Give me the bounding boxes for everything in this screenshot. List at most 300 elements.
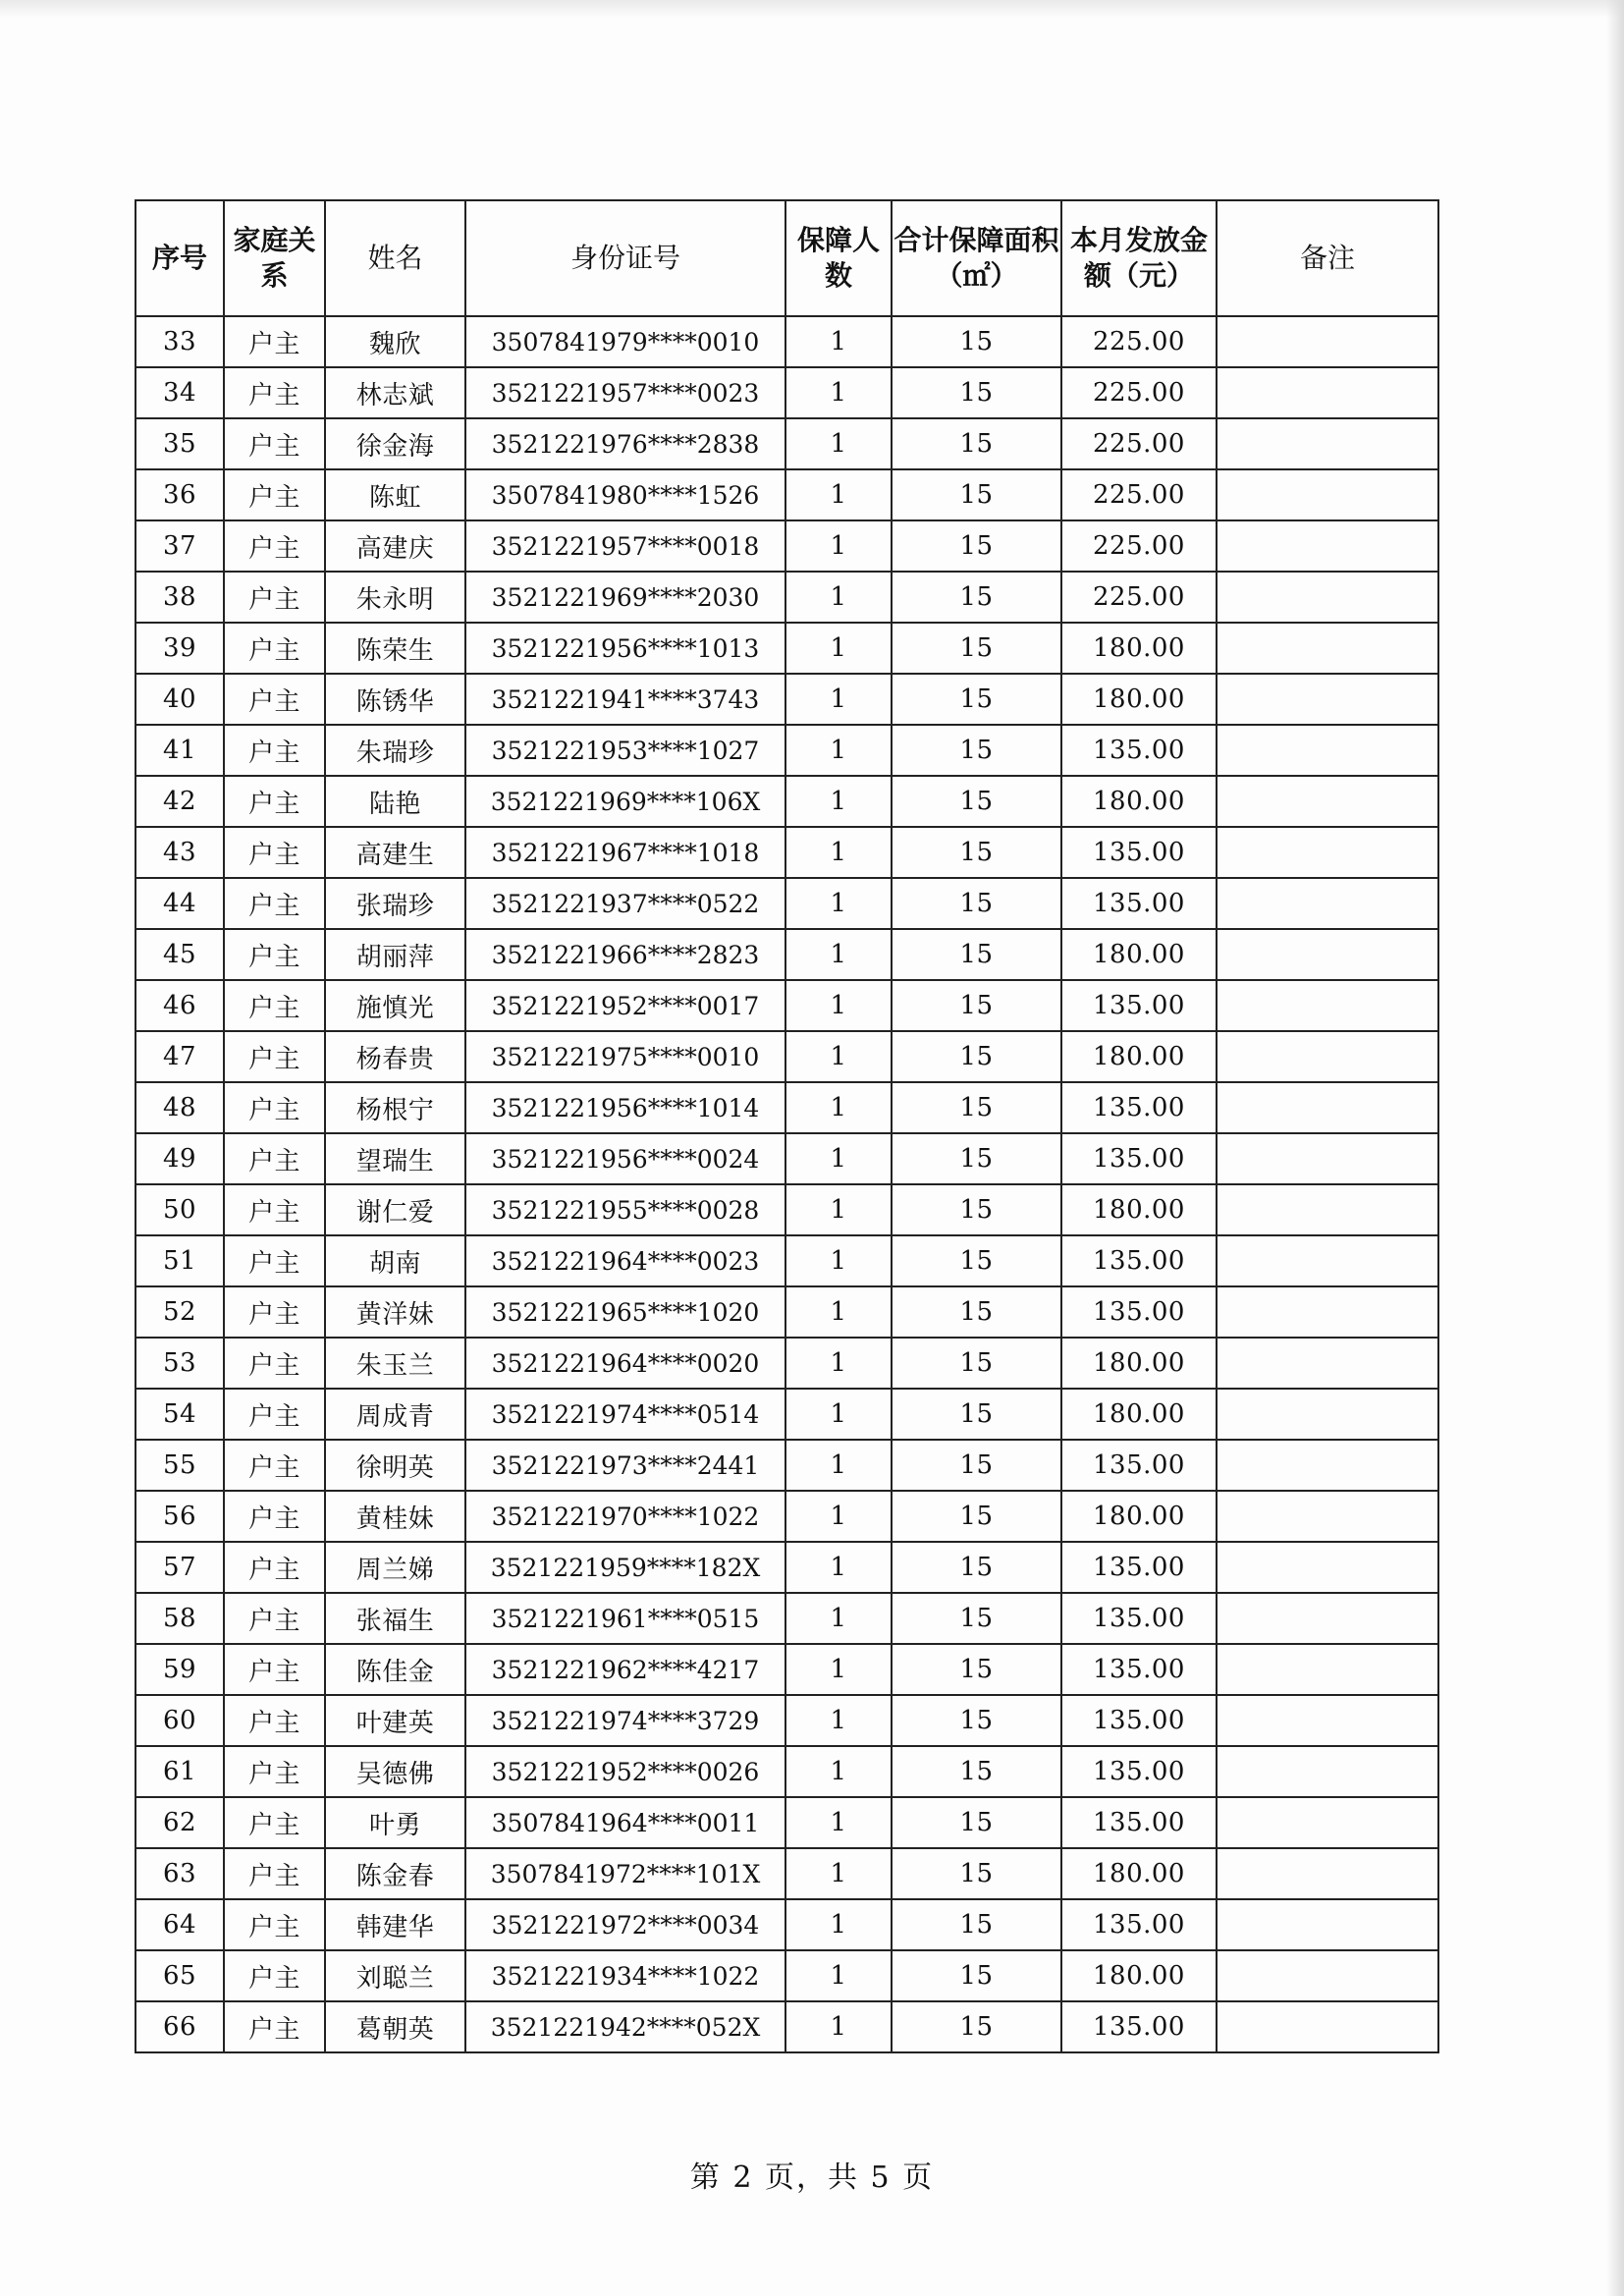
cell-relation: 户主 — [224, 520, 325, 572]
cell-seq: 54 — [135, 1389, 224, 1440]
cell-remarks — [1217, 776, 1438, 827]
cell-amount: 135.00 — [1061, 1440, 1217, 1491]
cell-amount: 135.00 — [1061, 2001, 1217, 2052]
table-row — [135, 1848, 1438, 1899]
cell-persons: 1 — [785, 1184, 892, 1235]
cell-name: 陈锈华 — [325, 674, 465, 725]
cell-persons: 1 — [785, 2001, 892, 2052]
cell-area: 15 — [892, 520, 1061, 572]
cell-amount: 180.00 — [1061, 623, 1217, 674]
cell-persons: 1 — [785, 1797, 892, 1848]
cell-relation: 户主 — [224, 469, 325, 520]
cell-seq: 57 — [135, 1542, 224, 1593]
cell-remarks — [1217, 1746, 1438, 1797]
cell-id-number: 3521221967****1018 — [465, 827, 785, 878]
cell-relation: 户主 — [224, 1695, 325, 1746]
cell-amount: 180.00 — [1061, 1031, 1217, 1082]
cell-remarks — [1217, 572, 1438, 623]
cell-id-number: 3521221965****1020 — [465, 1286, 785, 1338]
table-row — [135, 1389, 1438, 1440]
cell-area: 15 — [892, 1593, 1061, 1644]
cell-persons: 1 — [785, 980, 892, 1031]
table-row — [135, 572, 1438, 623]
cell-remarks — [1217, 1644, 1438, 1695]
cell-persons: 1 — [785, 1440, 892, 1491]
cell-remarks — [1217, 1491, 1438, 1542]
cell-relation: 户主 — [224, 1133, 325, 1184]
cell-seq: 58 — [135, 1593, 224, 1644]
cell-remarks — [1217, 469, 1438, 520]
table-row — [135, 1031, 1438, 1082]
cell-name: 陈荣生 — [325, 623, 465, 674]
cell-persons: 1 — [785, 1338, 892, 1389]
cell-remarks — [1217, 1031, 1438, 1082]
cell-seq: 66 — [135, 2001, 224, 2052]
cell-name: 高建庆 — [325, 520, 465, 572]
cell-remarks — [1217, 827, 1438, 878]
cell-amount: 135.00 — [1061, 1746, 1217, 1797]
cell-seq: 47 — [135, 1031, 224, 1082]
cell-seq: 48 — [135, 1082, 224, 1133]
cell-relation: 户主 — [224, 1542, 325, 1593]
cell-remarks — [1217, 929, 1438, 980]
cell-id-number: 3521221957****0023 — [465, 367, 785, 418]
cell-persons: 1 — [785, 418, 892, 469]
cell-area: 15 — [892, 418, 1061, 469]
cell-name: 谢仁爱 — [325, 1184, 465, 1235]
cell-amount: 135.00 — [1061, 1286, 1217, 1338]
cell-area: 15 — [892, 572, 1061, 623]
cell-remarks — [1217, 367, 1438, 418]
cell-name: 张瑞珍 — [325, 878, 465, 929]
cell-name: 吴德佛 — [325, 1746, 465, 1797]
table-row — [135, 1695, 1438, 1746]
cell-remarks — [1217, 1082, 1438, 1133]
cell-area: 15 — [892, 1184, 1061, 1235]
cell-area: 15 — [892, 1950, 1061, 2001]
cell-area: 15 — [892, 1848, 1061, 1899]
cell-name: 望瑞生 — [325, 1133, 465, 1184]
cell-area: 15 — [892, 1286, 1061, 1338]
cell-persons: 1 — [785, 1389, 892, 1440]
header-id-number: 身份证号 — [465, 200, 785, 316]
cell-id-number: 3521221956****1014 — [465, 1082, 785, 1133]
table-row — [135, 623, 1438, 674]
cell-area: 15 — [892, 1491, 1061, 1542]
cell-amount: 135.00 — [1061, 1899, 1217, 1950]
cell-id-number: 3521221953****1027 — [465, 725, 785, 776]
cell-persons: 1 — [785, 623, 892, 674]
cell-remarks — [1217, 725, 1438, 776]
cell-name: 杨根宁 — [325, 1082, 465, 1133]
table-row — [135, 1950, 1438, 2001]
table-row — [135, 418, 1438, 469]
cell-area: 15 — [892, 1440, 1061, 1491]
cell-persons: 1 — [785, 316, 892, 367]
table-row — [135, 469, 1438, 520]
cell-amount: 180.00 — [1061, 1491, 1217, 1542]
cell-area: 15 — [892, 725, 1061, 776]
cell-name: 黄洋妹 — [325, 1286, 465, 1338]
header-area: 合计保障面积（㎡） — [892, 200, 1061, 316]
cell-relation: 户主 — [224, 1644, 325, 1695]
cell-area: 15 — [892, 1338, 1061, 1389]
cell-area: 15 — [892, 1542, 1061, 1593]
cell-seq: 55 — [135, 1440, 224, 1491]
cell-area: 15 — [892, 1695, 1061, 1746]
table-row — [135, 1184, 1438, 1235]
cell-seq: 60 — [135, 1695, 224, 1746]
cell-name: 魏欣 — [325, 316, 465, 367]
table-row — [135, 827, 1438, 878]
cell-persons: 1 — [785, 1848, 892, 1899]
cell-area: 15 — [892, 1133, 1061, 1184]
cell-relation: 户主 — [224, 776, 325, 827]
cell-name: 徐金海 — [325, 418, 465, 469]
cell-name: 杨春贵 — [325, 1031, 465, 1082]
cell-relation: 户主 — [224, 878, 325, 929]
cell-area: 15 — [892, 1031, 1061, 1082]
cell-name: 施慎光 — [325, 980, 465, 1031]
cell-area: 15 — [892, 980, 1061, 1031]
cell-name: 胡南 — [325, 1235, 465, 1286]
header-amount: 本月发放金额（元） — [1061, 200, 1217, 316]
cell-id-number: 3521221975****0010 — [465, 1031, 785, 1082]
cell-id-number: 3521221974****3729 — [465, 1695, 785, 1746]
cell-area: 15 — [892, 1082, 1061, 1133]
cell-seq: 41 — [135, 725, 224, 776]
cell-persons: 1 — [785, 674, 892, 725]
cell-persons: 1 — [785, 878, 892, 929]
cell-seq: 64 — [135, 1899, 224, 1950]
cell-remarks — [1217, 1440, 1438, 1491]
cell-persons: 1 — [785, 1899, 892, 1950]
cell-persons: 1 — [785, 520, 892, 572]
cell-amount: 180.00 — [1061, 1389, 1217, 1440]
cell-amount: 135.00 — [1061, 827, 1217, 878]
cell-remarks — [1217, 1235, 1438, 1286]
cell-area: 15 — [892, 2001, 1061, 2052]
cell-seq: 56 — [135, 1491, 224, 1542]
cell-relation: 户主 — [224, 316, 325, 367]
cell-id-number: 3521221969****2030 — [465, 572, 785, 623]
table-row — [135, 2001, 1438, 2052]
cell-persons: 1 — [785, 1031, 892, 1082]
cell-relation: 户主 — [224, 1440, 325, 1491]
table-row — [135, 674, 1438, 725]
cell-name: 林志斌 — [325, 367, 465, 418]
table-row — [135, 1899, 1438, 1950]
cell-persons: 1 — [785, 1593, 892, 1644]
cell-amount: 135.00 — [1061, 878, 1217, 929]
header-seq: 序号 — [135, 200, 224, 316]
cell-amount: 135.00 — [1061, 1593, 1217, 1644]
cell-name: 朱永明 — [325, 572, 465, 623]
cell-persons: 1 — [785, 929, 892, 980]
table-header-row — [135, 200, 1438, 316]
cell-id-number: 3521221952****0017 — [465, 980, 785, 1031]
cell-seq: 36 — [135, 469, 224, 520]
cell-remarks — [1217, 418, 1438, 469]
cell-remarks — [1217, 1389, 1438, 1440]
table-row — [135, 1644, 1438, 1695]
cell-area: 15 — [892, 929, 1061, 980]
cell-amount: 135.00 — [1061, 1133, 1217, 1184]
cell-relation: 户主 — [224, 1491, 325, 1542]
header-remarks: 备注 — [1217, 200, 1438, 316]
cell-amount: 180.00 — [1061, 776, 1217, 827]
header-relation: 家庭关系 — [224, 200, 325, 316]
cell-id-number: 3521221934****1022 — [465, 1950, 785, 2001]
cell-name: 黄桂妹 — [325, 1491, 465, 1542]
cell-id-number: 3521221964****0020 — [465, 1338, 785, 1389]
cell-name: 陈虹 — [325, 469, 465, 520]
cell-relation: 户主 — [224, 1593, 325, 1644]
table-row — [135, 1440, 1438, 1491]
cell-amount: 180.00 — [1061, 1950, 1217, 2001]
header-name: 姓名 — [325, 200, 465, 316]
cell-remarks — [1217, 1338, 1438, 1389]
cell-relation: 户主 — [224, 674, 325, 725]
cell-amount: 180.00 — [1061, 1338, 1217, 1389]
cell-name: 徐明英 — [325, 1440, 465, 1491]
cell-relation: 户主 — [224, 623, 325, 674]
cell-name: 陈佳金 — [325, 1644, 465, 1695]
table-body — [135, 316, 1438, 2052]
cell-persons: 1 — [785, 1542, 892, 1593]
cell-relation: 户主 — [224, 367, 325, 418]
cell-seq: 65 — [135, 1950, 224, 2001]
cell-area: 15 — [892, 623, 1061, 674]
cell-persons: 1 — [785, 776, 892, 827]
cell-relation: 户主 — [224, 572, 325, 623]
cell-amount: 225.00 — [1061, 572, 1217, 623]
cell-amount: 180.00 — [1061, 674, 1217, 725]
cell-remarks — [1217, 674, 1438, 725]
cell-id-number: 3521221941****3743 — [465, 674, 785, 725]
cell-relation: 户主 — [224, 1082, 325, 1133]
cell-persons: 1 — [785, 1235, 892, 1286]
cell-persons: 1 — [785, 469, 892, 520]
table-row — [135, 1235, 1438, 1286]
cell-id-number: 3521221937****0522 — [465, 878, 785, 929]
cell-amount: 135.00 — [1061, 980, 1217, 1031]
cell-id-number: 3521221972****0034 — [465, 1899, 785, 1950]
cell-seq: 35 — [135, 418, 224, 469]
cell-name: 周成青 — [325, 1389, 465, 1440]
cell-relation: 户主 — [224, 980, 325, 1031]
page-number-footer: 第 2 页，共 5 页 — [689, 2160, 935, 2195]
cell-id-number: 3521221955****0028 — [465, 1184, 785, 1235]
cell-name: 韩建华 — [325, 1899, 465, 1950]
cell-seq: 49 — [135, 1133, 224, 1184]
cell-name: 叶勇 — [325, 1797, 465, 1848]
cell-amount: 135.00 — [1061, 1542, 1217, 1593]
table-row — [135, 1491, 1438, 1542]
table-row — [135, 367, 1438, 418]
cell-seq: 37 — [135, 520, 224, 572]
scan-edge-shadow — [0, 0, 1624, 18]
table-row — [135, 878, 1438, 929]
cell-persons: 1 — [785, 1644, 892, 1695]
cell-amount: 135.00 — [1061, 1644, 1217, 1695]
cell-remarks — [1217, 1184, 1438, 1235]
cell-relation: 户主 — [224, 1848, 325, 1899]
table-row — [135, 776, 1438, 827]
scan-edge-shadow-right — [1606, 0, 1624, 2296]
cell-area: 15 — [892, 367, 1061, 418]
cell-seq: 52 — [135, 1286, 224, 1338]
subsidy-roster-table — [135, 199, 1439, 2053]
cell-seq: 44 — [135, 878, 224, 929]
header-persons: 保障人数 — [785, 200, 892, 316]
cell-persons: 1 — [785, 827, 892, 878]
cell-seq: 50 — [135, 1184, 224, 1235]
cell-area: 15 — [892, 674, 1061, 725]
cell-seq: 40 — [135, 674, 224, 725]
table-row — [135, 1286, 1438, 1338]
cell-id-number: 3521221974****0514 — [465, 1389, 785, 1440]
table-row — [135, 316, 1438, 367]
cell-relation: 户主 — [224, 1797, 325, 1848]
cell-remarks — [1217, 1593, 1438, 1644]
cell-seq: 62 — [135, 1797, 224, 1848]
table-row — [135, 1593, 1438, 1644]
cell-persons: 1 — [785, 572, 892, 623]
cell-amount: 135.00 — [1061, 725, 1217, 776]
cell-id-number: 3507841980****1526 — [465, 469, 785, 520]
cell-area: 15 — [892, 1797, 1061, 1848]
table-row — [135, 725, 1438, 776]
cell-persons: 1 — [785, 1286, 892, 1338]
cell-amount: 225.00 — [1061, 367, 1217, 418]
cell-seq: 39 — [135, 623, 224, 674]
cell-id-number: 3521221976****2838 — [465, 418, 785, 469]
cell-seq: 45 — [135, 929, 224, 980]
cell-relation: 户主 — [224, 1286, 325, 1338]
cell-persons: 1 — [785, 367, 892, 418]
cell-seq: 46 — [135, 980, 224, 1031]
cell-remarks — [1217, 1848, 1438, 1899]
cell-relation: 户主 — [224, 929, 325, 980]
cell-relation: 户主 — [224, 2001, 325, 2052]
cell-amount: 225.00 — [1061, 316, 1217, 367]
cell-relation: 户主 — [224, 418, 325, 469]
cell-name: 陈金春 — [325, 1848, 465, 1899]
cell-area: 15 — [892, 827, 1061, 878]
table-row — [135, 1542, 1438, 1593]
cell-area: 15 — [892, 878, 1061, 929]
cell-relation: 户主 — [224, 827, 325, 878]
cell-seq: 34 — [135, 367, 224, 418]
cell-relation: 户主 — [224, 1338, 325, 1389]
table-row — [135, 1338, 1438, 1389]
cell-amount: 135.00 — [1061, 1797, 1217, 1848]
cell-remarks — [1217, 1542, 1438, 1593]
cell-seq: 51 — [135, 1235, 224, 1286]
cell-name: 胡丽萍 — [325, 929, 465, 980]
cell-area: 15 — [892, 1644, 1061, 1695]
cell-amount: 135.00 — [1061, 1082, 1217, 1133]
table-row — [135, 1082, 1438, 1133]
cell-name: 周兰娣 — [325, 1542, 465, 1593]
cell-name: 朱瑞珍 — [325, 725, 465, 776]
table-row — [135, 980, 1438, 1031]
cell-relation: 户主 — [224, 1950, 325, 2001]
cell-persons: 1 — [785, 1133, 892, 1184]
cell-name: 叶建英 — [325, 1695, 465, 1746]
cell-seq: 63 — [135, 1848, 224, 1899]
cell-seq: 59 — [135, 1644, 224, 1695]
cell-id-number: 3507841972****101X — [465, 1848, 785, 1899]
cell-relation: 户主 — [224, 725, 325, 776]
cell-name: 陆艳 — [325, 776, 465, 827]
table-row — [135, 929, 1438, 980]
cell-remarks — [1217, 1695, 1438, 1746]
table-row — [135, 1746, 1438, 1797]
cell-persons: 1 — [785, 1491, 892, 1542]
cell-seq: 43 — [135, 827, 224, 878]
cell-relation: 户主 — [224, 1389, 325, 1440]
cell-id-number: 3521221969****106X — [465, 776, 785, 827]
cell-area: 15 — [892, 469, 1061, 520]
cell-remarks — [1217, 623, 1438, 674]
cell-remarks — [1217, 2001, 1438, 2052]
table-row — [135, 1133, 1438, 1184]
cell-remarks — [1217, 980, 1438, 1031]
cell-area: 15 — [892, 1389, 1061, 1440]
cell-remarks — [1217, 520, 1438, 572]
cell-amount: 135.00 — [1061, 1695, 1217, 1746]
cell-id-number: 3521221961****0515 — [465, 1593, 785, 1644]
cell-amount: 180.00 — [1061, 929, 1217, 980]
table-row — [135, 1797, 1438, 1848]
cell-remarks — [1217, 1899, 1438, 1950]
cell-area: 15 — [892, 1235, 1061, 1286]
cell-area: 15 — [892, 776, 1061, 827]
cell-name: 葛朝英 — [325, 2001, 465, 2052]
cell-id-number: 3521221956****0024 — [465, 1133, 785, 1184]
cell-amount: 180.00 — [1061, 1848, 1217, 1899]
cell-id-number: 3507841964****0011 — [465, 1797, 785, 1848]
cell-remarks — [1217, 1133, 1438, 1184]
cell-remarks — [1217, 1797, 1438, 1848]
cell-name: 刘聪兰 — [325, 1950, 465, 2001]
cell-relation: 户主 — [224, 1235, 325, 1286]
cell-remarks — [1217, 316, 1438, 367]
cell-persons: 1 — [785, 1950, 892, 2001]
cell-amount: 180.00 — [1061, 1184, 1217, 1235]
cell-id-number: 3521221962****4217 — [465, 1644, 785, 1695]
cell-area: 15 — [892, 316, 1061, 367]
cell-id-number: 3521221966****2823 — [465, 929, 785, 980]
cell-remarks — [1217, 878, 1438, 929]
cell-name: 朱玉兰 — [325, 1338, 465, 1389]
cell-relation: 户主 — [224, 1031, 325, 1082]
cell-id-number: 3521221952****0026 — [465, 1746, 785, 1797]
cell-area: 15 — [892, 1746, 1061, 1797]
cell-id-number: 3507841979****0010 — [465, 316, 785, 367]
cell-remarks — [1217, 1286, 1438, 1338]
cell-amount: 225.00 — [1061, 520, 1217, 572]
cell-remarks — [1217, 1950, 1438, 2001]
cell-persons: 1 — [785, 1695, 892, 1746]
cell-seq: 42 — [135, 776, 224, 827]
cell-seq: 61 — [135, 1746, 224, 1797]
cell-persons: 1 — [785, 1082, 892, 1133]
cell-amount: 225.00 — [1061, 469, 1217, 520]
cell-id-number: 3521221957****0018 — [465, 520, 785, 572]
